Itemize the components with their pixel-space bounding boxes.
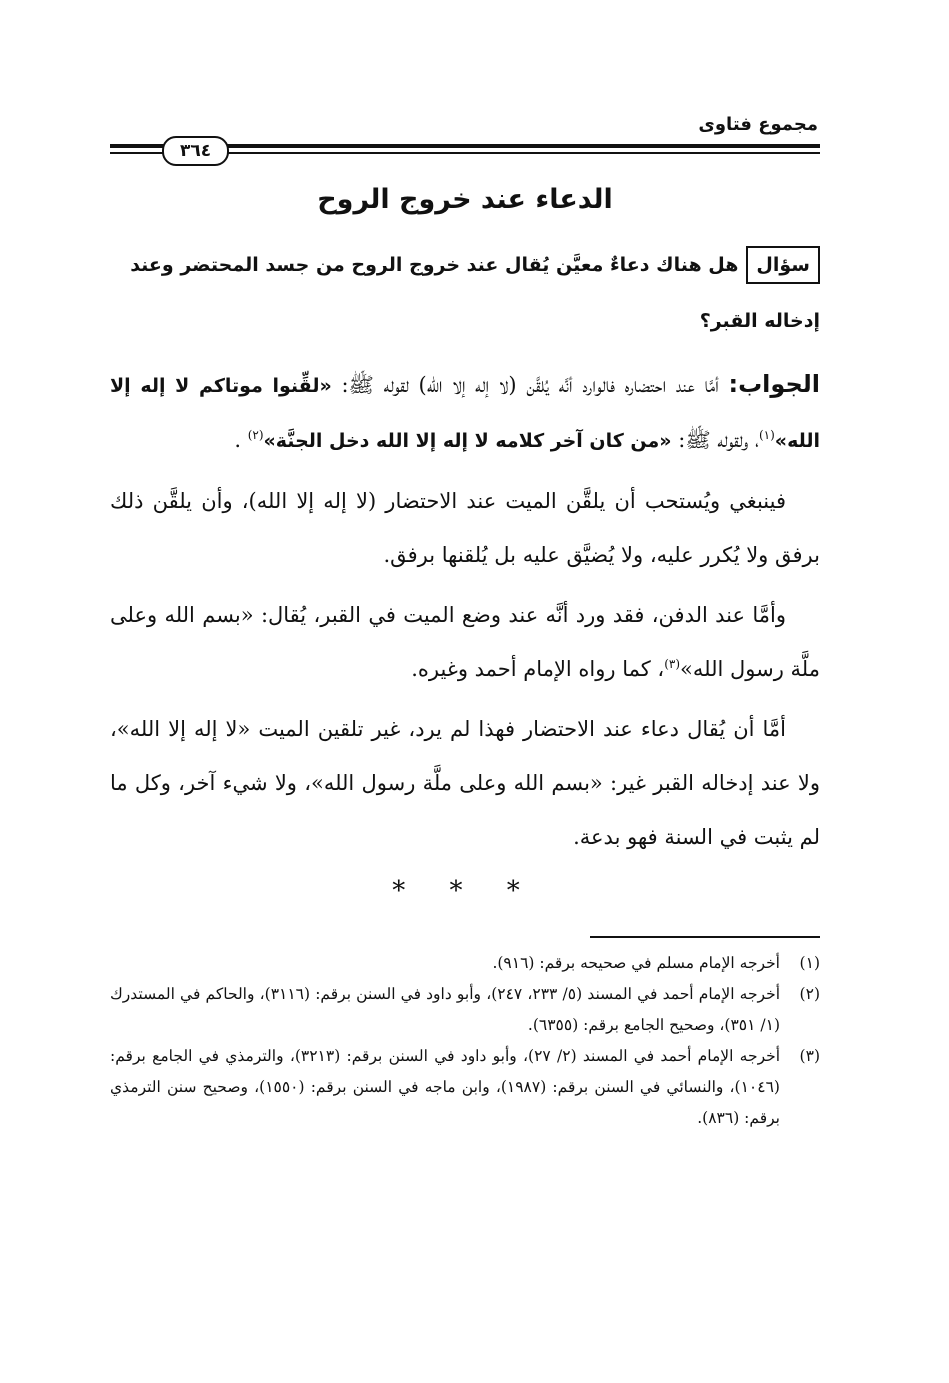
paragraph-3-end: ، كما رواه الإمام أحمد وغيره. — [411, 657, 665, 681]
footnotes — [110, 948, 820, 1134]
footnote-number: (٢) — [799, 985, 820, 1003]
hadith-quote-2: «من كان آخر كلامه لا إله إلا الله دخل الجنَّة» — [263, 430, 672, 452]
answer-end: . — [234, 428, 248, 452]
answer-mid: ، ولقوله ﷺ: — [671, 428, 759, 452]
footnote-ref-2: (٢) — [247, 428, 264, 442]
paragraph-4: أمَّا أن يُقال دعاء عند الاحتضار فهذا لم يرد، غير تلقين الميت «لا إله إلا الله»، ولا عند إدخاله القبر غير: «بسم الله وعلى ملَّة رسول الله»، ولا شيء آخر، وكل ما لم يثبت في السنة فهو بدعة. — [110, 717, 820, 849]
running-title: مجموع فتاوى — [698, 114, 818, 135]
answer-label: الجواب: — [728, 370, 820, 398]
hadith-quote-1: «لقِّنوا موتاكم لا إله إلا الله» — [110, 375, 820, 452]
question-text: هل هناك دعاءٌ معيَّن يُقال عند خروج الروح من جسد المحتضر وعند إدخاله القبر؟ — [130, 254, 820, 332]
footnote-rule — [590, 936, 820, 938]
footnote-ref-3: (٣) — [664, 657, 681, 671]
footnote — [110, 979, 820, 1041]
footnote — [110, 1041, 820, 1134]
question-label: سؤال — [746, 246, 820, 284]
footnote-ref-1: (١) — [758, 428, 775, 442]
footnote-number: (٣) — [799, 1047, 820, 1065]
answer-paragraph — [110, 357, 820, 468]
footnote — [110, 948, 820, 979]
page-number: ٣٦٤ — [162, 136, 229, 166]
footnote-text: أخرجه الإمام مسلم في صحيحه برقم: (٩١٦). — [492, 954, 780, 972]
footnote-number: (١) — [799, 954, 820, 972]
chapter-title: الدعاء عند خروج الروح — [317, 184, 613, 215]
book-page — [110, 110, 820, 1134]
section-separator: * * * — [392, 876, 538, 906]
footnote-text: أخرجه الإمام أحمد في المسند (٢/ ٢٧)، وأبو داود في السنن برقم: (٣٢١٣)، والترمذي في الجامع برقم: (١٠٤٦)، والنسائي في السنن برقم: (١٩٨٧)، وابن ماجه في السنن برقم: (١٥٥٠)، وصحيح سنن الترمذي برقم: (٨٣٦). — [110, 1047, 781, 1127]
page-header — [110, 110, 820, 180]
question-block — [110, 237, 820, 349]
paragraph-3-text: وأمَّا عند الدفن، فقد ورد أنَّه عند وضع الميت في القبر، يُقال: «بسم الله وعلى ملَّة رسول الله» — [110, 603, 820, 681]
paragraph-2: فينبغي ويُستحب أن يلقَّن الميت عند الاحتضار (لا إله إلا الله)، وأن يلقَّن ذلك برفق ولا يُكرر عليه، ولا يُضيَّق عليه بل يُلقنها برفق. — [110, 489, 820, 567]
footnote-text: أخرجه الإمام أحمد في المسند (٥/ ٢٣٣، ٢٤٧)، وأبو داود في السنن برقم: (٣١١٦)، والحاكم في المستدرك (١/ ٣٥١)، وصحيح الجامع برقم: (٦٣٥٥). — [110, 985, 780, 1034]
paragraph-3 — [110, 588, 820, 696]
answer-intro: أمَّا عند احتضاره فالوارد أنَّه يُلقَّن (لا إله إلا الله) لقوله ﷺ: — [331, 373, 719, 397]
